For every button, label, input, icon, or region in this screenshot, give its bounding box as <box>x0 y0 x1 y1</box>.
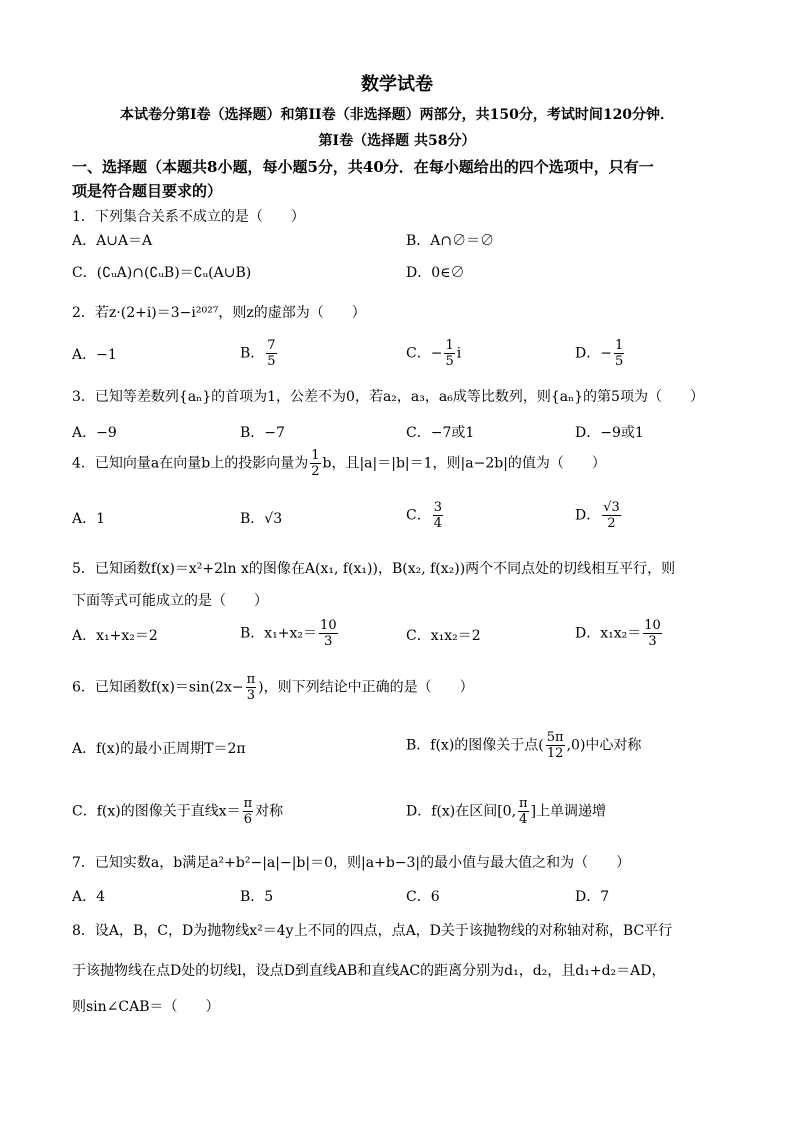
q4-option-a: A．1 <box>72 511 106 527</box>
fraction: $\frac{7}{5}$ <box>267 338 276 369</box>
q3-option-d: D．−9或1 <box>575 425 644 441</box>
q5-option-b: B．x₁+x₂＝ $\frac{10}{3}$ <box>240 618 337 649</box>
question-3-stem: 3．已知等差数列{aₙ}的首项为1，公差不为0，若a₂，a₃，a₆成等比数列，则{aₙ}的第5项为（ ） <box>72 389 704 405</box>
question-8-stem-line3: 则sin∠CAB＝（ ） <box>72 999 220 1015</box>
fraction: $\frac{1}{2}$ <box>311 448 320 479</box>
question-1-stem: 1．下列集合关系不成立的是（ ） <box>72 209 305 225</box>
q2-option-c: C．− $\frac{1}{5}$ i <box>406 338 462 369</box>
fraction: $\frac{3}{4}$ <box>433 500 442 531</box>
q6-option-c: C．f(x)的图像关于直线x＝ $\frac{\pi}{6}$ 对称 <box>72 796 284 827</box>
q3-option-c: C．−7或1 <box>406 425 475 441</box>
fraction: $\frac{√3}{2}$ <box>603 500 620 531</box>
section1-heading-line1: 一、选择题（本题共8小题，每小题5分，共40分．在每小题给出的四个选项中，只有一 <box>72 158 654 176</box>
q3-option-a: A．−9 <box>72 425 117 441</box>
fraction: $\frac{1}{5}$ <box>445 338 454 369</box>
section1-heading-line2: 项是符合题目要求的） <box>72 182 223 200</box>
q1-option-b: B．A∩∅＝∅ <box>406 233 495 249</box>
fraction: $\frac{\pi}{4}$ <box>519 796 528 827</box>
q7-option-c: C．6 <box>406 889 440 905</box>
q4-option-b: B．√3 <box>240 511 283 527</box>
fraction: $\frac{10}{3}$ <box>320 618 337 649</box>
question-8-stem-line1: 8．设A，B，C，D为抛物线x²＝4y上不同的四点，点A，D关于该抛物线的对称轴对称，BC平行 <box>72 923 673 939</box>
q2-option-b: B． $\frac{7}{5}$ <box>240 338 276 369</box>
q5-option-a: A．x₁+x₂＝2 <box>72 628 158 644</box>
page-title: 数学试卷 <box>361 74 433 95</box>
part1-header: 第I卷（选择题 共58分） <box>318 133 476 149</box>
question-7-stem: 7．已知实数a，b满足a²+b²−|a|−|b|＝0，则|a+b−3|的最小值与最大值之和为（ ） <box>72 855 631 871</box>
q4-option-d: D． $\frac{√3}{2}$ <box>575 500 620 531</box>
q1-option-d: D．0∈∅ <box>406 265 465 281</box>
fraction: $\frac{\pi}{6}$ <box>243 796 253 827</box>
q5-option-d: D．x₁x₂＝ $\frac{10}{3}$ <box>575 618 661 649</box>
q6-option-a: A．f(x)的最小正周期T＝2π <box>72 741 246 757</box>
question-6-stem: 6．已知函数f(x)＝sin(2x− $\frac{\pi}{3}$ )，则下列结论中正确的是（ ） <box>72 672 474 703</box>
fraction: $\frac{5\pi}{12}$ <box>546 730 564 761</box>
q3-option-b: B．−7 <box>240 425 285 441</box>
question-5-stem-line1: 5．已知函数f(x)＝x²+2ln x的图像在A(x₁, f(x₁))，B(x₂, f(x₂))两个不同点处的切线相互平行，则 <box>72 561 676 577</box>
q7-option-b: B．5 <box>240 889 274 905</box>
q2-option-a: A．−1 <box>72 347 117 363</box>
q2-option-d: D．− $\frac{1}{5}$ <box>575 338 624 369</box>
q6-option-b: B．f(x)的图像关于点( $\frac{5\pi}{12}$ ,0)中心对称 <box>406 730 642 761</box>
q5-option-c: C．x₁x₂＝2 <box>406 628 481 644</box>
q1-option-c: C．(∁ᵤA)∩(∁ᵤB)＝∁ᵤ(A∪B) <box>72 265 252 281</box>
question-2-stem: 2．若z·(2+i)＝3−i²⁰²⁷，则z的虚部为（ ） <box>72 305 366 321</box>
fraction: $\frac{10}{3}$ <box>644 618 661 649</box>
question-4-stem: 4．已知向量a在向量b上的投影向量为 $\frac{1}{2}$ b，且|a|＝|b|＝1，则|a−2b|的值为（ ） <box>72 448 606 479</box>
q7-option-a: A．4 <box>72 889 106 905</box>
question-5-stem-line2: 下面等式可能成立的是（ ） <box>72 593 268 609</box>
fraction: $\frac{1}{5}$ <box>614 338 624 369</box>
question-8-stem-line2: 于该抛物线在点D处的切线l，设点D到直线AB和直线AC的距离分别为d₁，d₂，且d₁+d₂＝AD， <box>72 963 666 979</box>
q6-option-d: D．f(x)在区间[0, $\frac{\pi}{4}$ ]上单调递增 <box>406 796 607 827</box>
fraction: $\frac{\pi}{3}$ <box>246 672 256 703</box>
q4-option-c: C． $\frac{3}{4}$ <box>406 500 442 531</box>
q1-option-a: A．A∪A＝A <box>72 233 153 249</box>
q7-option-d: D．7 <box>575 889 610 905</box>
exam-intro: 本试卷分第I卷（选择题）和第II卷（非选择题）两部分，共150分，考试时间120分钟． <box>119 107 675 123</box>
